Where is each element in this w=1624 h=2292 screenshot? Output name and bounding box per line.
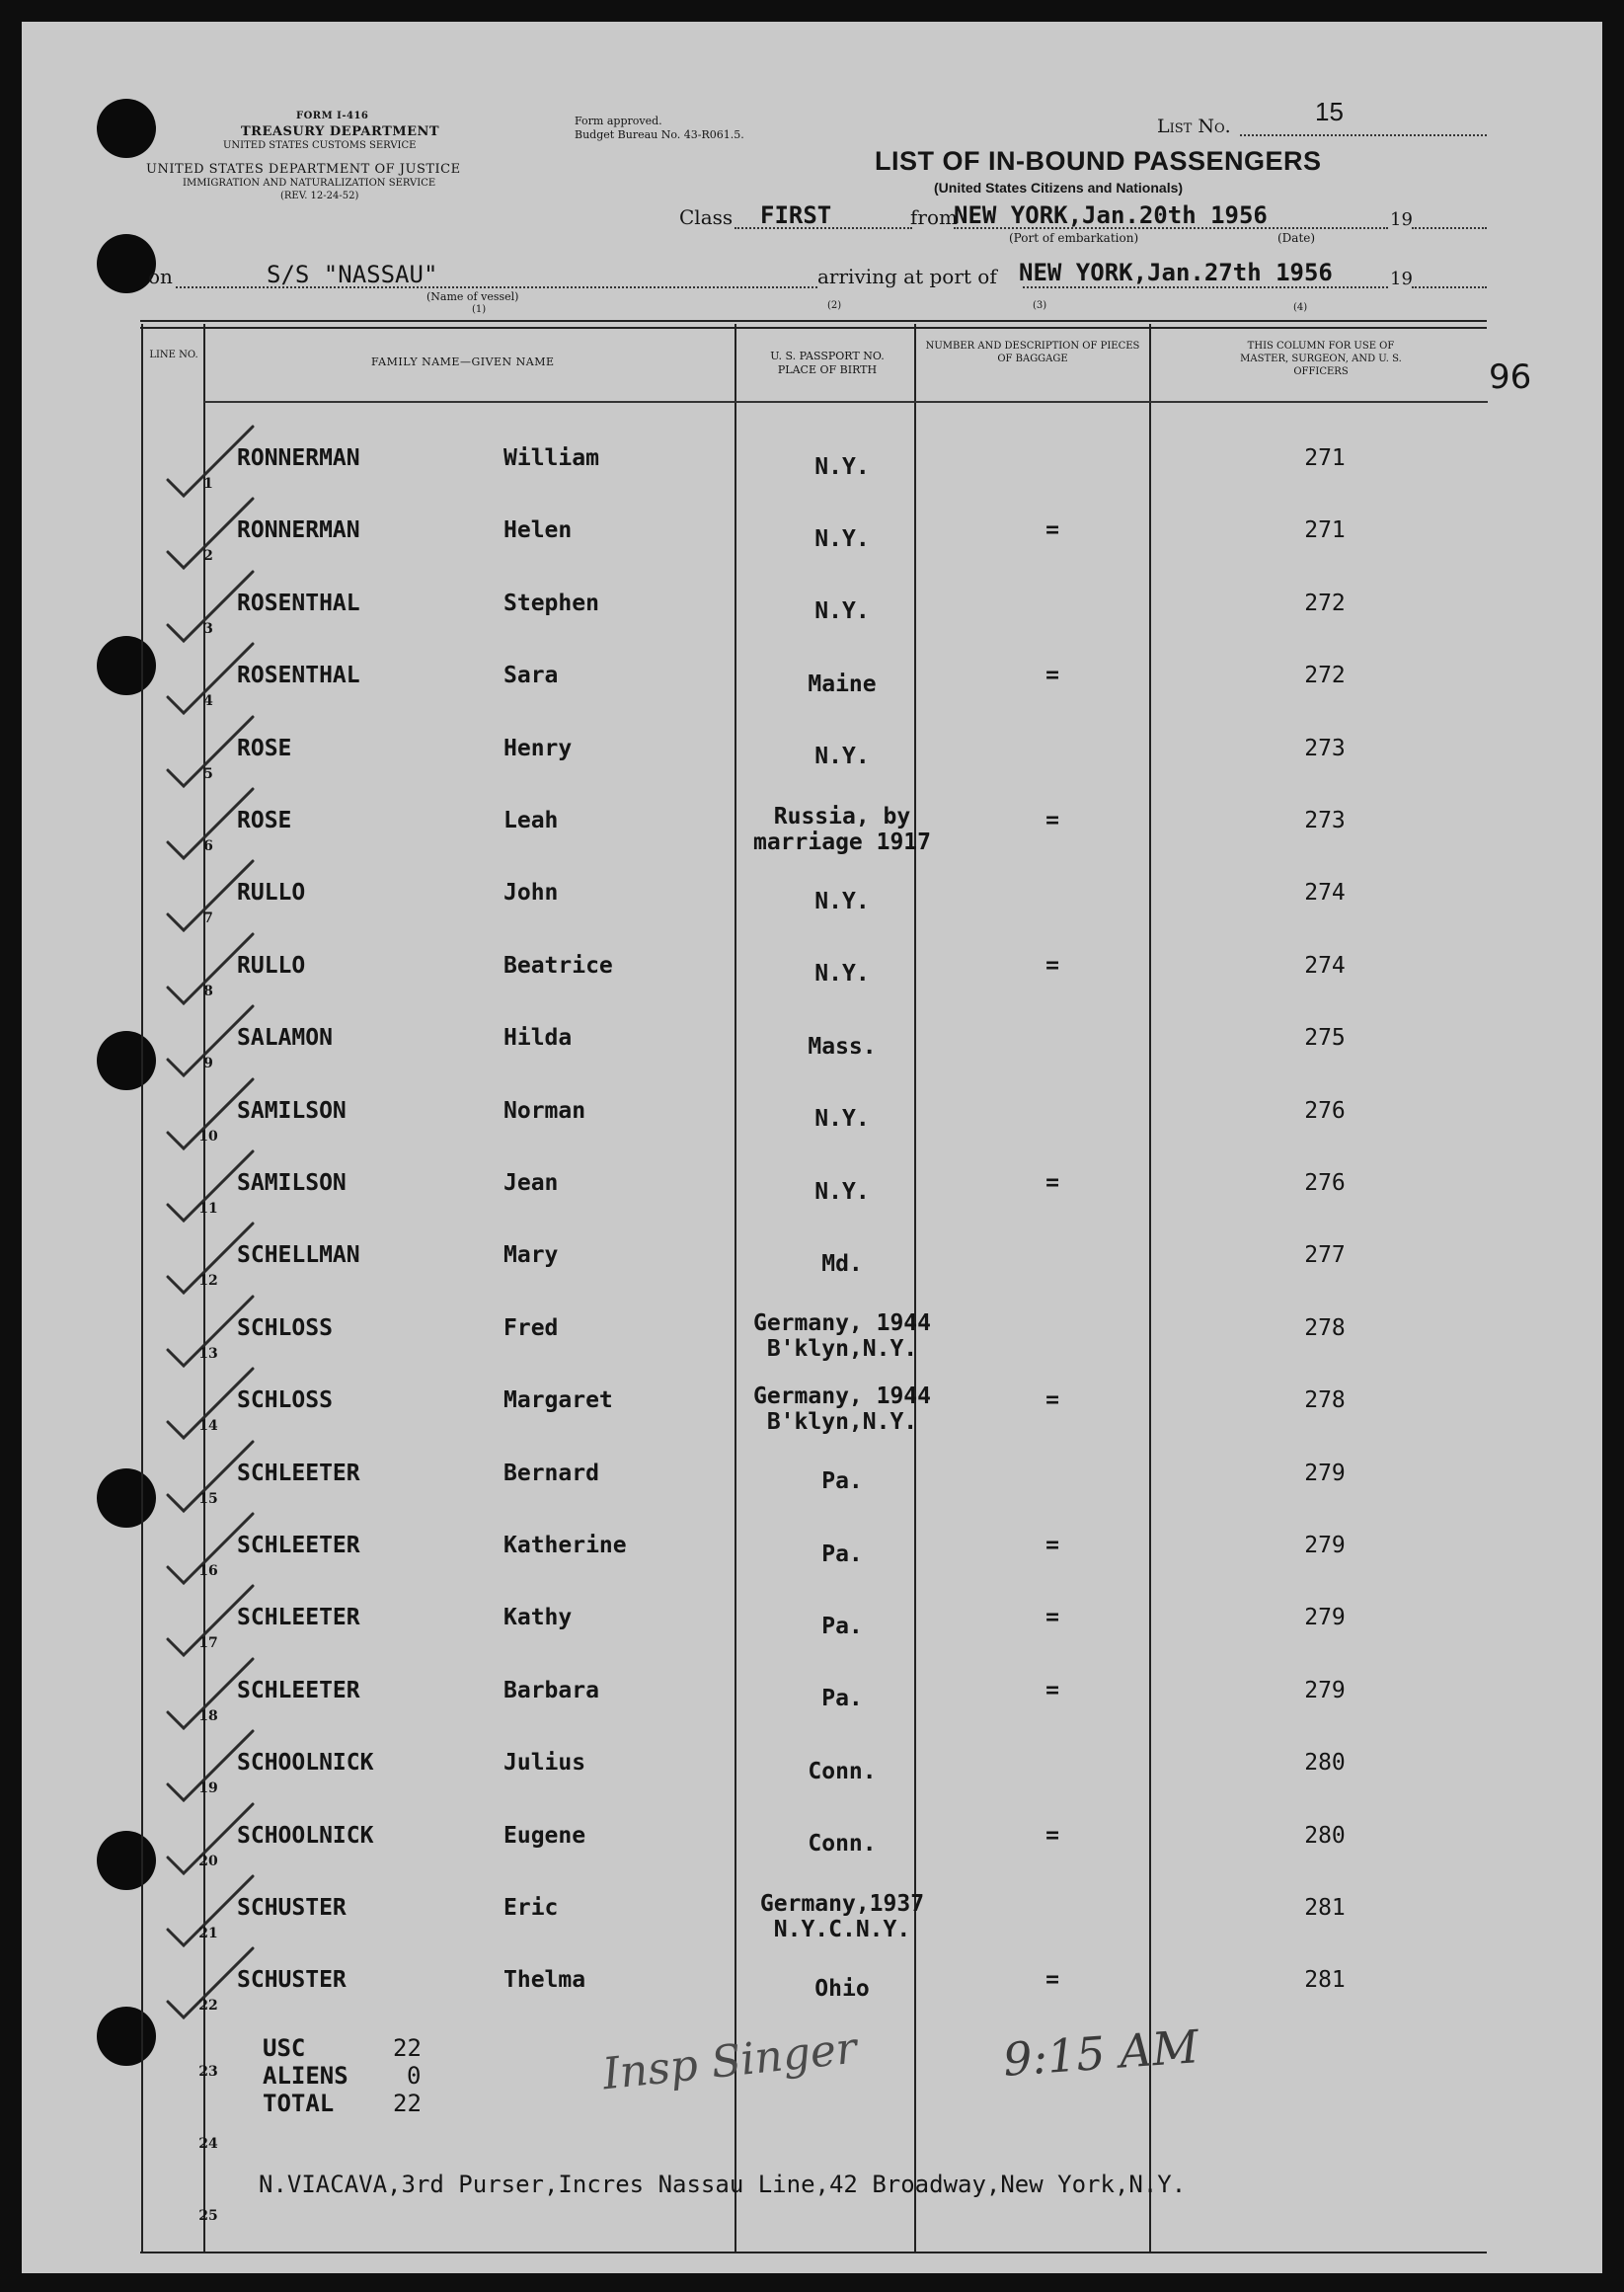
line-number: 1: [203, 476, 213, 492]
baggage-ditto: =: [1045, 1605, 1059, 1631]
place-of-birth-line1: Conn.: [808, 1758, 877, 1784]
arrival-value: NEW YORK,Jan.27th 1956: [1019, 259, 1333, 286]
place-of-birth: [740, 431, 944, 503]
col-num-2: (2): [827, 300, 842, 311]
line-number: 14: [198, 1418, 218, 1435]
officer-number: 280: [1304, 1750, 1346, 1777]
officer-number: 279: [1304, 1533, 1346, 1558]
officer-number: 279: [1304, 1605, 1346, 1631]
class-label: Class: [679, 205, 734, 229]
line-number: 24: [198, 2136, 218, 2152]
revision: (REV. 12-24-52): [280, 191, 359, 201]
header-baggage: NUMBER AND DESCRIPTION OF PIECES OF BAGGAGE: [925, 341, 1140, 364]
list-no-line: [1240, 132, 1487, 136]
line-number: 10: [198, 1128, 218, 1145]
family-name: SCHLEETER: [237, 1460, 360, 1486]
family-name: SCHLEETER: [237, 1677, 360, 1703]
from-label: from: [910, 205, 958, 229]
officer-number: 275: [1304, 1025, 1346, 1052]
place-of-birth: [740, 648, 944, 720]
officer-number: 277: [1304, 1242, 1346, 1269]
place-of-birth: [740, 1735, 944, 1807]
budget-bureau: Budget Bureau No. 43-R061.5.: [575, 128, 744, 141]
justice-dept: UNITED STATES DEPARTMENT OF JUSTICE: [146, 162, 461, 177]
place-of-birth-line1: N.Y.: [814, 1178, 870, 1205]
manifest-page: [22, 22, 1602, 2273]
officer-number: 280: [1304, 1822, 1346, 1849]
line-number: 2: [203, 548, 213, 565]
table-bottom-rule: [140, 2252, 1487, 2256]
baggage-ditto: =: [1045, 808, 1059, 833]
line-number: 18: [198, 1707, 218, 1724]
passenger-row: [22, 1735, 1602, 1807]
usc-value: 22: [393, 2034, 422, 2062]
given-name: Fred: [503, 1314, 559, 1341]
place-of-birth: [740, 576, 944, 648]
baggage-ditto: =: [1045, 1967, 1059, 1994]
line-number: 5: [203, 765, 213, 782]
given-name: Beatrice: [503, 952, 613, 979]
given-name: Sara: [503, 663, 559, 689]
place-of-birth-line1: N.Y.: [814, 598, 870, 625]
place-of-birth: [740, 1301, 944, 1373]
line-number: 7: [203, 910, 213, 927]
family-name: SCHELLMAN: [237, 1242, 360, 1269]
officer-number: 279: [1304, 1677, 1346, 1703]
family-name: RULLO: [237, 880, 306, 907]
passenger-row: [22, 938, 1602, 1010]
passenger-row: [22, 1808, 1602, 1880]
officer-number: 276: [1304, 1097, 1346, 1124]
baggage-ditto: =: [1045, 1387, 1059, 1414]
place-of-birth: [740, 1880, 944, 1952]
form-number: FORM I-416: [296, 111, 369, 121]
place-of-birth-line1: Maine: [808, 671, 877, 697]
list-no-value: 15: [1315, 97, 1344, 126]
baggage-ditto: =: [1045, 1677, 1059, 1703]
given-name: Eric: [503, 1895, 559, 1921]
place-of-birth-line1: Pa.: [821, 1541, 863, 1567]
line-number: 6: [203, 838, 213, 854]
embarkation-caption: (Port of embarkation): [1009, 231, 1139, 245]
given-name: Thelma: [503, 1967, 586, 1994]
line-number: 9: [203, 1056, 213, 1072]
line-number: 11: [198, 1201, 218, 1217]
given-name: Norman: [503, 1097, 586, 1124]
family-name: SCHLEETER: [237, 1533, 360, 1558]
baggage-ditto: =: [1045, 517, 1059, 544]
place-of-birth-line1: Conn.: [808, 1831, 877, 1857]
baggage-ditto: =: [1045, 1170, 1059, 1196]
inspector-signature: Insp Singer: [600, 2022, 860, 2100]
line-number: 22: [198, 1998, 218, 2015]
passenger-row: [22, 1010, 1602, 1082]
aliens-value: 0: [407, 2062, 422, 2090]
place-of-birth: [740, 1227, 944, 1300]
purser-line: N.VIACAVA,3rd Purser,Incres Nassau Line,42 Broadway,New York,N.Y.: [259, 2171, 1187, 2198]
page-title: LIST OF IN-BOUND PASSENGERS: [875, 146, 1322, 176]
officer-number: 274: [1304, 952, 1346, 979]
given-name: Margaret: [503, 1387, 613, 1414]
header-passport: U. S. PASSPORT NO. PLACE OF BIRTH: [770, 350, 885, 376]
passenger-row: [22, 1373, 1602, 1445]
list-no-label: List No.: [1157, 116, 1231, 137]
given-name: Henry: [503, 735, 573, 761]
aliens-label: ALIENS: [263, 2062, 348, 2090]
passenger-row: [22, 1155, 1602, 1227]
family-name: SCHOOLNICK: [237, 1822, 374, 1849]
passenger-row: [22, 865, 1602, 937]
passenger-row: [22, 1952, 1602, 2024]
passenger-row: [22, 648, 1602, 720]
place-of-birth-line2: B'klyn,N.Y.: [766, 1408, 918, 1435]
given-name: Kathy: [503, 1605, 573, 1631]
col-num-4: (4): [1293, 302, 1308, 313]
place-of-birth-line1: N.Y.: [814, 744, 870, 770]
passenger-row: [22, 1518, 1602, 1590]
passenger-row: [22, 1083, 1602, 1155]
place-of-birth: [740, 1373, 944, 1445]
family-name: SAMILSON: [237, 1097, 347, 1124]
passenger-row: [22, 576, 1602, 648]
place-of-birth: [740, 1010, 944, 1082]
given-name: Julius: [503, 1750, 586, 1777]
year-line-2: [1412, 284, 1487, 288]
place-of-birth-line1: Pa.: [821, 1613, 863, 1639]
place-of-birth: [740, 1952, 944, 2024]
family-name: ROSENTHAL: [237, 590, 360, 616]
passenger-row: [22, 1301, 1602, 1373]
passenger-row: [22, 1446, 1602, 1518]
place-of-birth: [740, 721, 944, 793]
place-of-birth: [740, 1083, 944, 1155]
place-of-birth-line1: Pa.: [821, 1468, 863, 1495]
passenger-row: [22, 1227, 1602, 1300]
officer-number: 276: [1304, 1170, 1346, 1196]
year-line-1: [1412, 225, 1487, 229]
officer-number: 281: [1304, 1895, 1346, 1921]
place-of-birth: [740, 1518, 944, 1590]
place-of-birth-line1: N.Y.: [814, 961, 870, 988]
place-of-birth-line1: Ohio: [814, 1975, 870, 2002]
given-name: Helen: [503, 517, 573, 544]
place-of-birth-line1: N.Y.: [814, 525, 870, 552]
place-of-birth-line1: Russia, by: [773, 803, 911, 830]
given-name: Hilda: [503, 1025, 573, 1052]
line-number: 4: [203, 693, 213, 710]
place-of-birth-line1: Germany, 1944: [752, 1383, 931, 1409]
col-num-1: (1): [472, 304, 487, 315]
baggage-ditto: =: [1045, 1533, 1059, 1558]
officer-number: 273: [1304, 735, 1346, 761]
line-number: 20: [198, 1853, 218, 1869]
total-value: 22: [393, 2090, 422, 2117]
year-prefix-1: 19: [1390, 209, 1413, 230]
family-name: RONNERMAN: [237, 445, 360, 471]
line-number: 3: [203, 620, 213, 637]
header-rule: [204, 401, 1488, 403]
family-name: RULLO: [237, 952, 306, 979]
place-of-birth-line1: Germany,1937: [759, 1890, 925, 1917]
year-prefix-2: 19: [1390, 269, 1413, 289]
line-number: 8: [203, 983, 213, 999]
col-num-3: (3): [1033, 300, 1047, 311]
embarkation-value: NEW YORK,Jan.20th 1956: [954, 201, 1268, 229]
place-of-birth-line2: N.Y.C.N.Y.: [773, 1916, 911, 1942]
place-of-birth-line2: B'klyn,N.Y.: [766, 1336, 918, 1363]
family-name: SCHLOSS: [237, 1387, 333, 1414]
passenger-row: [22, 1880, 1602, 1952]
officer-number: 272: [1304, 590, 1346, 616]
officer-number: 278: [1304, 1387, 1346, 1414]
customs-service: UNITED STATES CUSTOMS SERVICE: [223, 140, 417, 151]
place-of-birth: [740, 793, 944, 865]
family-name: SAMILSON: [237, 1170, 347, 1196]
place-of-birth-line1: Germany, 1944: [752, 1310, 931, 1337]
given-name: Jean: [503, 1170, 559, 1196]
family-name: SCHLOSS: [237, 1314, 333, 1341]
line-number: 13: [198, 1345, 218, 1362]
given-name: Katherine: [503, 1533, 627, 1558]
line-number: 16: [198, 1563, 218, 1579]
baggage-ditto: =: [1045, 1822, 1059, 1849]
header-line-no: LINE NO.: [149, 350, 198, 360]
total-label: TOTAL: [263, 2090, 335, 2117]
header-name: FAMILY NAME—GIVEN NAME: [371, 356, 555, 368]
given-name: Barbara: [503, 1677, 599, 1703]
place-of-birth: [740, 865, 944, 937]
date-caption: (Date): [1277, 231, 1316, 245]
class-value: FIRST: [760, 201, 832, 229]
page-number: 96: [1489, 357, 1532, 397]
family-name: SCHUSTER: [237, 1967, 347, 1994]
passenger-row: [22, 431, 1602, 503]
place-of-birth: [740, 938, 944, 1010]
place-of-birth-line1: Md.: [821, 1250, 863, 1277]
given-name: Mary: [503, 1242, 559, 1269]
passenger-row: [22, 503, 1602, 575]
place-of-birth: [740, 1590, 944, 1662]
place-of-birth-line1: N.Y.: [814, 888, 870, 914]
given-name: Eugene: [503, 1822, 586, 1849]
place-of-birth: [740, 503, 944, 575]
place-of-birth-line2: marriage 1917: [752, 829, 931, 855]
passenger-row: [22, 1663, 1602, 1735]
place-of-birth-line1: Mass.: [808, 1033, 877, 1060]
given-name: Stephen: [503, 590, 599, 616]
treasury-dept: TREASURY DEPARTMENT: [241, 124, 440, 139]
table-top-rule: [140, 320, 1487, 329]
vessel-name: S/S "NASSAU": [267, 261, 438, 288]
line-number: 19: [198, 1780, 218, 1797]
baggage-ditto: =: [1045, 952, 1059, 979]
family-name: SCHLEETER: [237, 1605, 360, 1631]
place-of-birth: [740, 1155, 944, 1227]
given-name: Leah: [503, 808, 559, 833]
passenger-row: [22, 1590, 1602, 1662]
place-of-birth-line1: N.Y.: [814, 1106, 870, 1133]
family-name: ROSE: [237, 735, 292, 761]
officer-number: 273: [1304, 808, 1346, 833]
family-name: SALAMON: [237, 1025, 333, 1052]
officer-number: 271: [1304, 445, 1346, 471]
given-name: John: [503, 880, 559, 907]
form-approved: Form approved.: [575, 115, 662, 127]
line-number: 15: [198, 1490, 218, 1507]
vessel-caption: (Name of vessel): [426, 290, 519, 303]
place-of-birth: [740, 1663, 944, 1735]
officer-number: 272: [1304, 663, 1346, 689]
place-of-birth-line1: N.Y.: [814, 453, 870, 480]
place-of-birth: [740, 1446, 944, 1518]
place-of-birth-line1: Pa.: [821, 1686, 863, 1712]
usc-label: USC: [263, 2034, 306, 2062]
family-name: SCHOOLNICK: [237, 1750, 374, 1777]
line-number: 12: [198, 1273, 218, 1290]
family-name: RONNERMAN: [237, 517, 360, 544]
line-number: 23: [198, 2064, 218, 2080]
place-of-birth: [740, 1808, 944, 1880]
officer-number: 281: [1304, 1967, 1346, 1994]
ins-service: IMMIGRATION AND NATURALIZATION SERVICE: [183, 178, 436, 189]
given-name: William: [503, 445, 599, 471]
family-name: ROSE: [237, 808, 292, 833]
officer-number: 278: [1304, 1314, 1346, 1341]
arriving-label: arriving at port of: [817, 265, 997, 288]
family-name: SCHUSTER: [237, 1895, 347, 1921]
line-number: 17: [198, 1635, 218, 1652]
line-number: 21: [198, 1926, 218, 1941]
officer-number: 271: [1304, 517, 1346, 544]
inspection-time: 9:15 AM: [1001, 2019, 1200, 2087]
line-number: 25: [198, 2208, 218, 2224]
family-name: ROSENTHAL: [237, 663, 360, 689]
page-subtitle: (United States Citizens and Nationals): [934, 180, 1184, 196]
on-label: on: [148, 265, 173, 288]
punch-hole: [97, 234, 156, 293]
officer-number: 279: [1304, 1460, 1346, 1486]
baggage-ditto: =: [1045, 663, 1059, 689]
given-name: Bernard: [503, 1460, 599, 1486]
header-officers: THIS COLUMN FOR USE OF MASTER, SURGEON, AND U. S. OFFICERS: [1240, 341, 1402, 377]
officer-number: 274: [1304, 880, 1346, 907]
passenger-row: [22, 721, 1602, 793]
punch-hole: [97, 99, 156, 158]
passenger-row: [22, 793, 1602, 865]
